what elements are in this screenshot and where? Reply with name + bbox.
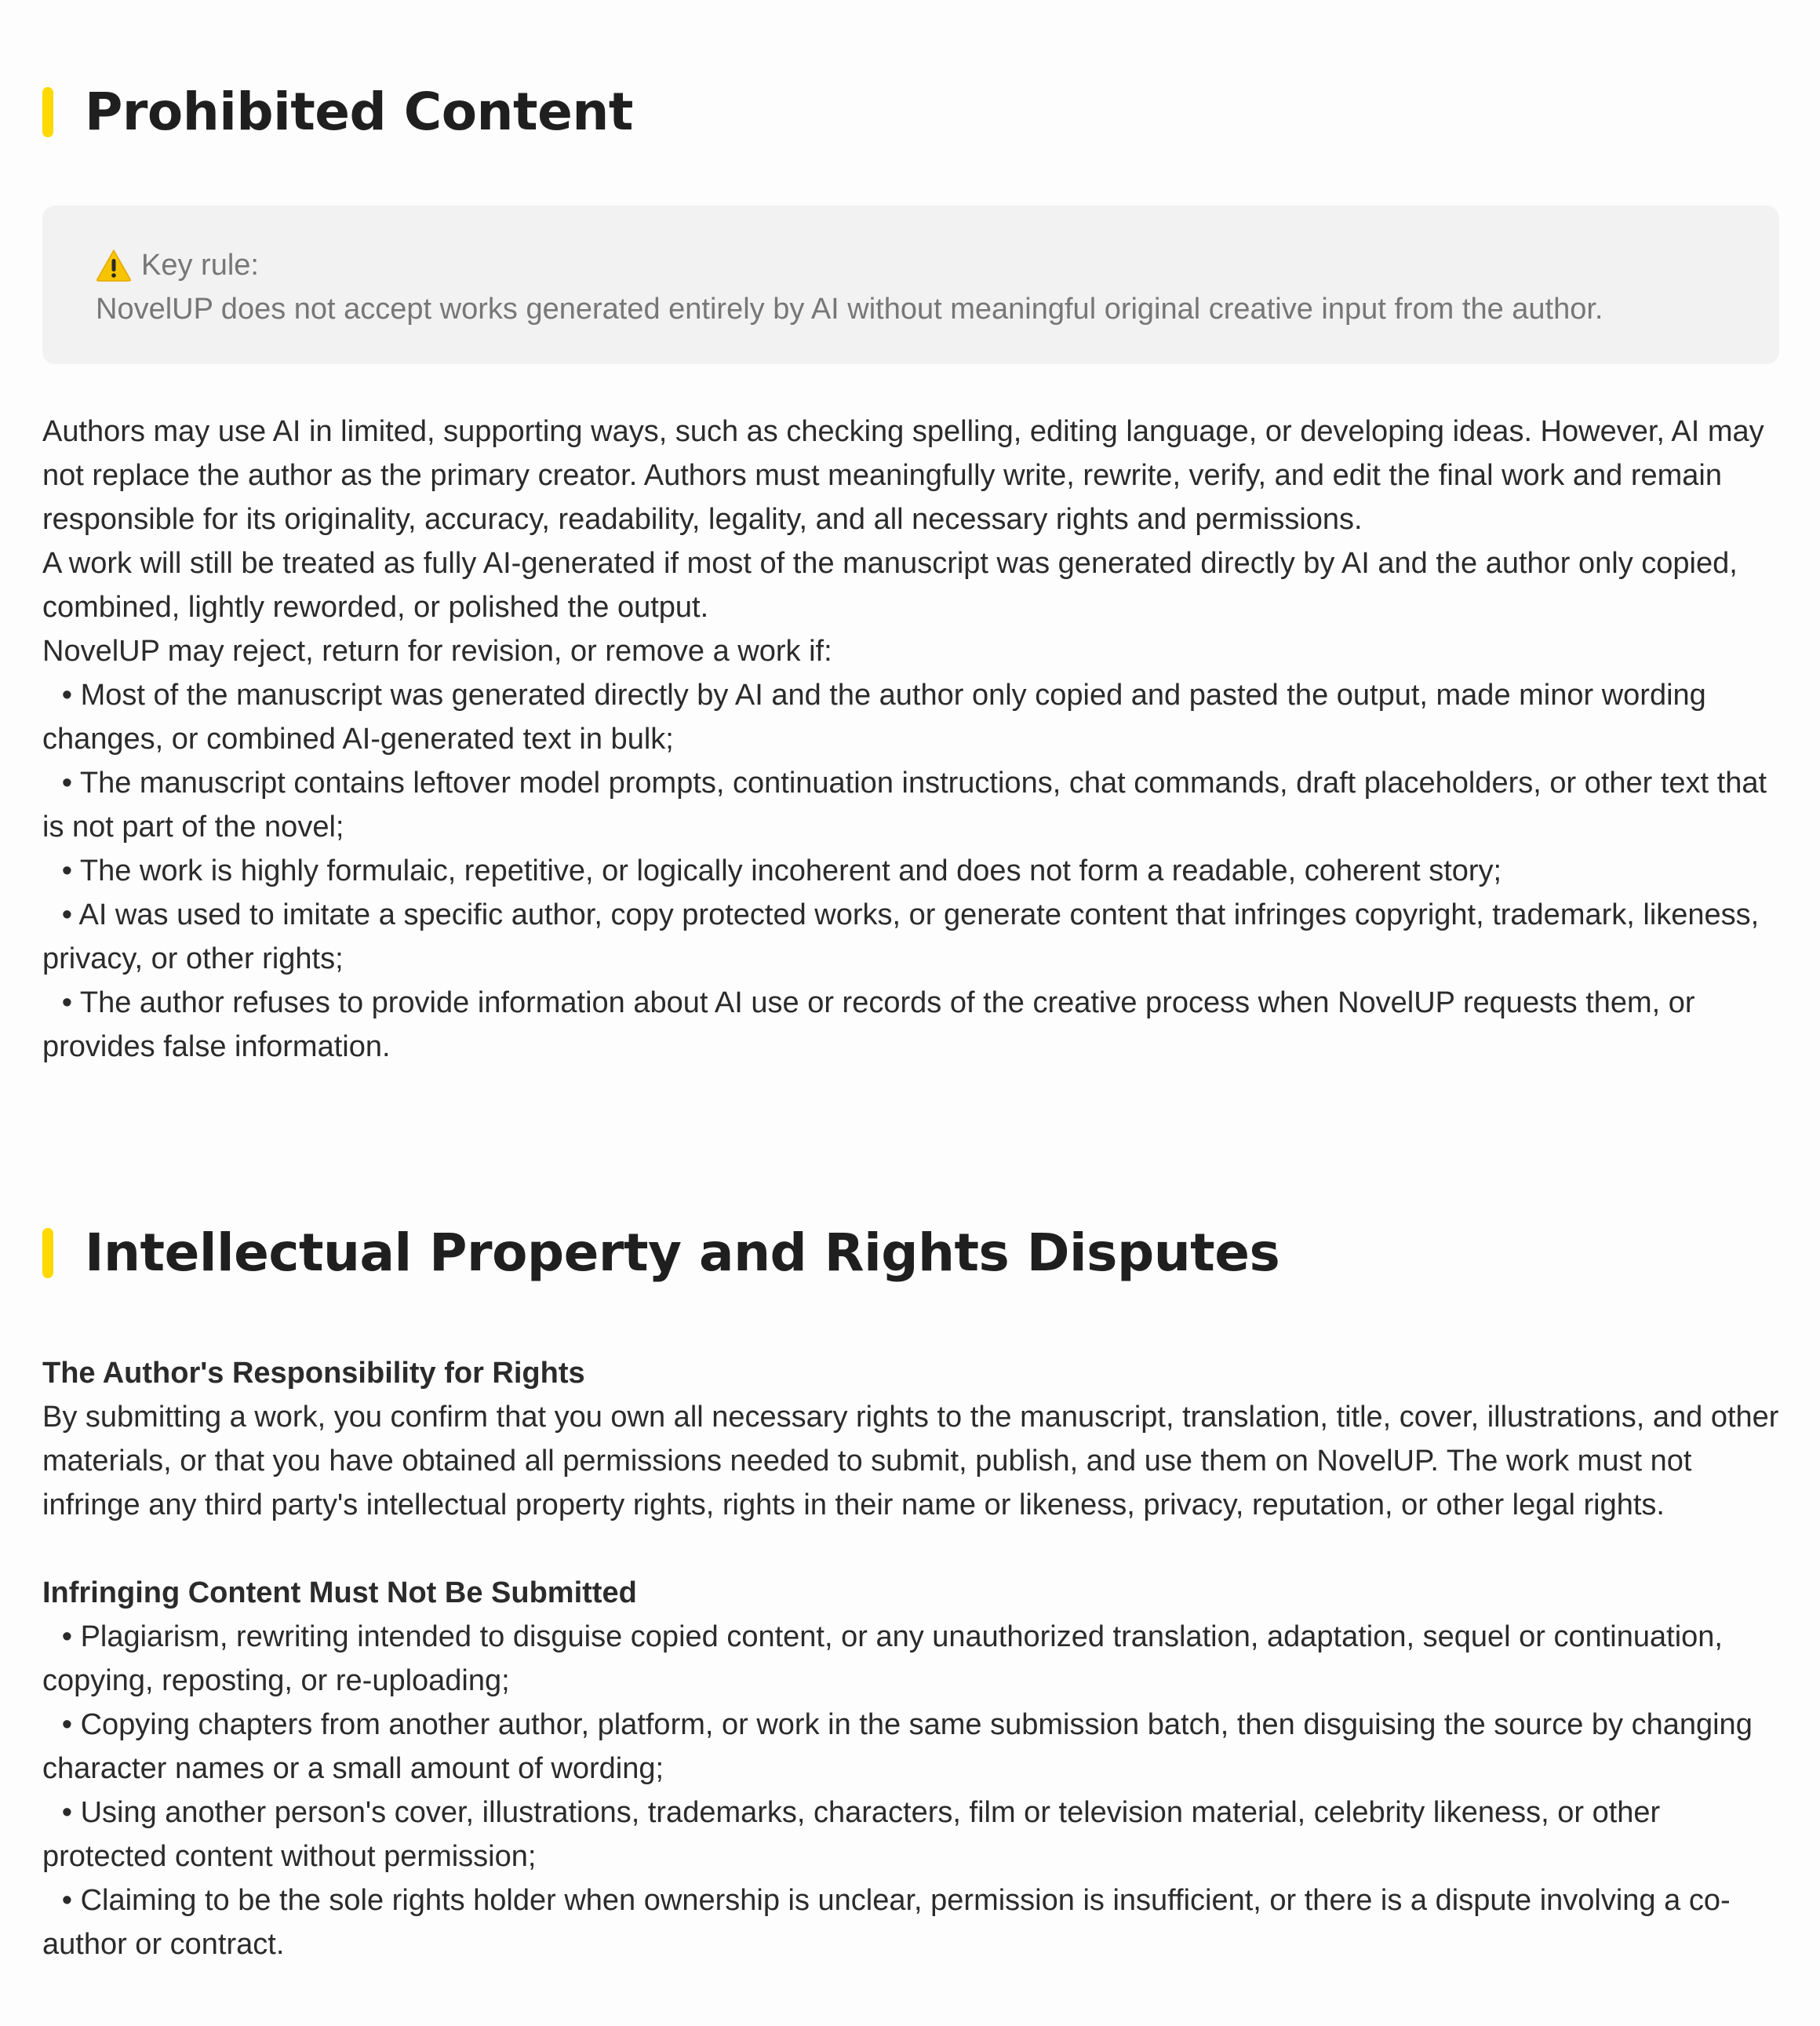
key-rule-label: Key rule: bbox=[141, 249, 259, 282]
section-title: Prohibited Content bbox=[85, 82, 633, 142]
warning-icon bbox=[96, 249, 132, 282]
document-page bbox=[42, 0, 1779, 1966]
bullet-glyph: • bbox=[61, 767, 72, 800]
list-item: • The author refuses to provide information about AI use or records of the creative process when NovelUP requests them, or provides false information. bbox=[42, 981, 1779, 1069]
list-item: • Using another person's cover, illustrations, trademarks, characters, film or television material, celebrity likeness, or other protected content without permission; bbox=[42, 1791, 1779, 1878]
section-heading-prohibited-content bbox=[42, 77, 1779, 148]
list-item: • AI was used to imitate a specific author, copy protected works, or generate content that infringes copyright, trademark, likeness, privacy, or other rights; bbox=[42, 893, 1779, 981]
heading-accent-bar bbox=[42, 1228, 53, 1278]
rights-body bbox=[42, 1351, 1779, 1966]
bullet-glyph: • bbox=[61, 1708, 72, 1741]
key-rule-callout bbox=[42, 206, 1779, 364]
ai-policy-body bbox=[42, 410, 1779, 1069]
heading-accent-bar bbox=[42, 87, 53, 137]
subsection-heading: The Author's Responsibility for Rights bbox=[42, 1357, 585, 1390]
paragraph: A work will still be treated as fully AI-generated if most of the manuscript was generated directly by AI and the author only copied, combined, lightly reworded, or polished the output. bbox=[42, 547, 1738, 624]
paragraph: Authors may use AI in limited, supporting ways, such as checking spelling, editing language, or developing ideas. However, AI may not replace the author as the primary creator. Authors must meaningfully write, rewrite, verify, and edit the final work and remain responsible for its originality, accuracy, readability, legality, and all necessary rights and permissions. bbox=[42, 415, 1764, 536]
section-title: Intellectual Property and Rights Disputes bbox=[85, 1223, 1280, 1283]
key-rule-label-line bbox=[96, 243, 1726, 287]
paragraph: By submitting a work, you confirm that you own all necessary rights to the manuscript, translation, title, cover, illustrations, and other materials, or that you have obtained all permissions needed to submit, publish, and use them on NovelUP. The work must not infringe any third party's intellectual property rights, rights in their name or likeness, privacy, reputation, or other legal rights. bbox=[42, 1401, 1779, 1521]
key-rule-text: NovelUP does not accept works generated entirely by AI without meaningful original creative input from the author. bbox=[96, 293, 1603, 326]
bullet-glyph: • bbox=[61, 854, 72, 887]
bullet-glyph: • bbox=[61, 898, 72, 931]
list-item: • The work is highly formulaic, repetitive, or logically incoherent and does not form a readable, coherent story; bbox=[42, 849, 1779, 893]
list-item: • Claiming to be the sole rights holder when ownership is unclear, permission is insufficient, or there is a dispute involving a co-author or contract. bbox=[42, 1878, 1779, 1966]
list-item: • The manuscript contains leftover model prompts, continuation instructions, chat commands, draft placeholders, or other text that is not part of the novel; bbox=[42, 761, 1779, 849]
bullet-glyph: • bbox=[61, 1796, 72, 1829]
bullet-glyph: • bbox=[61, 986, 72, 1019]
list-item: • Plagiarism, rewriting intended to disguise copied content, or any unauthorized translation, adaptation, sequel or continuation, copying, reposting, or re-uploading; bbox=[42, 1615, 1779, 1703]
list-item: • Copying chapters from another author, platform, or work in the same submission batch, then disguising the source by changing character names or a small amount of wording; bbox=[42, 1703, 1779, 1791]
bullet-glyph: • bbox=[61, 679, 72, 712]
paragraph: NovelUP may reject, return for revision, or remove a work if: bbox=[42, 635, 832, 668]
bullet-glyph: • bbox=[61, 1620, 72, 1653]
list-item: • Most of the manuscript was generated directly by AI and the author only copied and pasted the output, made minor wording changes, or combined AI-generated text in bulk; bbox=[42, 673, 1779, 761]
section-heading-intellectual-property bbox=[42, 1218, 1779, 1288]
bullet-glyph: • bbox=[61, 1884, 72, 1917]
subsection-heading: Infringing Content Must Not Be Submitted bbox=[42, 1576, 637, 1609]
